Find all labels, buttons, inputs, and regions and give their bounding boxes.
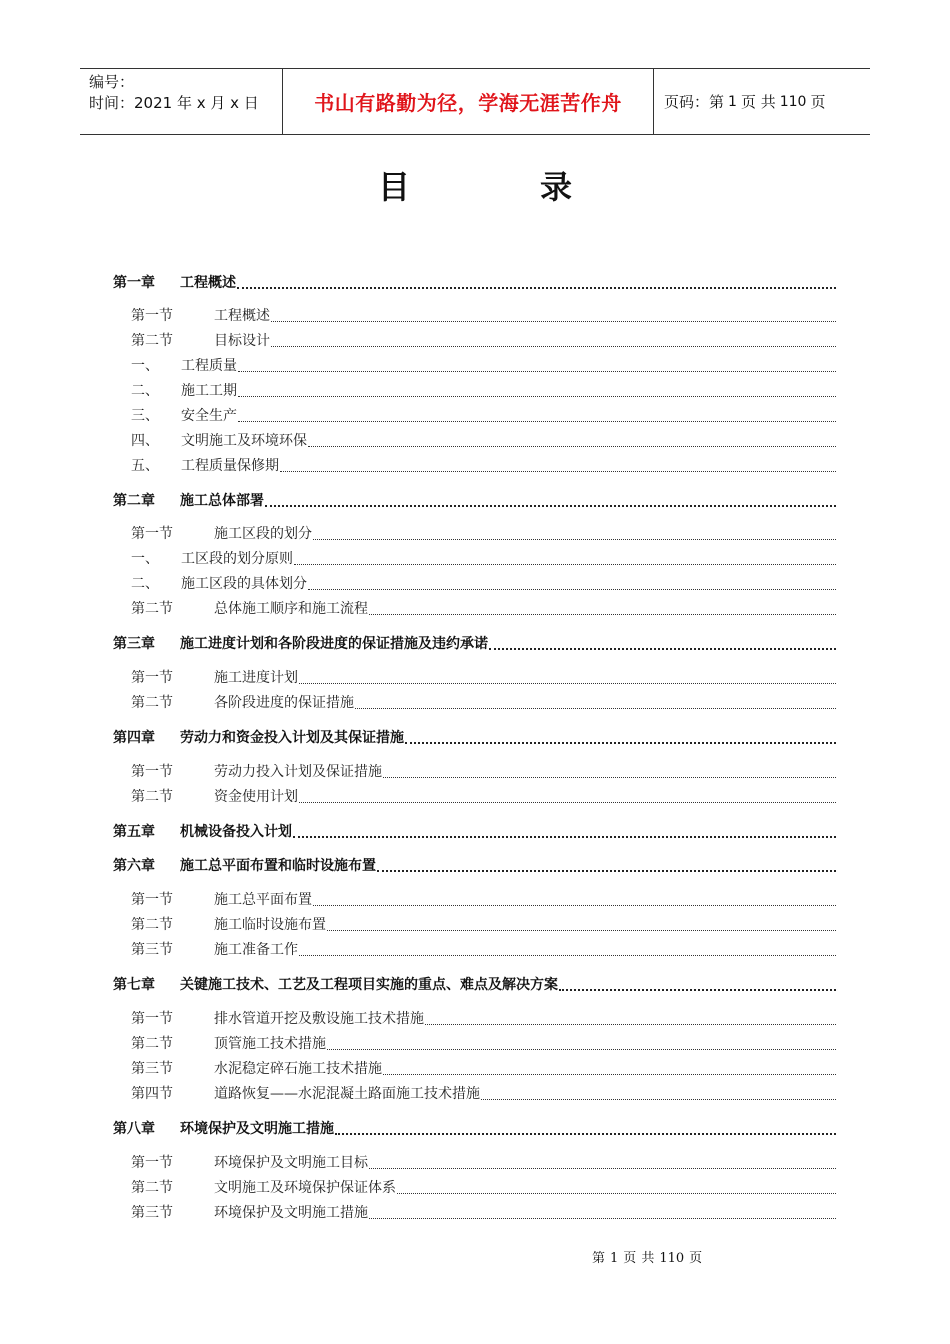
- toc-entry-label: 第二节: [131, 695, 173, 711]
- toc-entry-label: 第三节: [131, 942, 173, 958]
- toc-section-entry[interactable]: [131, 786, 836, 806]
- toc-leader-dots: [313, 905, 836, 906]
- toc-section-entry[interactable]: [131, 1083, 836, 1103]
- header-motto: 书山有路勤为径，学海无涯苦作舟: [282, 69, 654, 134]
- toc-item-entry[interactable]: [131, 405, 836, 425]
- toc-leader-dots: [327, 1049, 836, 1050]
- toc-leader-dots: [559, 989, 836, 991]
- toc-entry-label: 第四节: [131, 1086, 173, 1102]
- toc-section-entry[interactable]: [131, 1177, 836, 1197]
- toc-leader-dots: [271, 321, 836, 322]
- toc-chapter-entry[interactable]: [113, 633, 836, 653]
- toc-entry-label: 二、: [131, 576, 159, 592]
- page-footer: [592, 1247, 707, 1266]
- toc-leader-dots: [271, 346, 836, 347]
- toc-entry-text: 施工临时设施布置: [214, 917, 326, 933]
- toc-section-entry[interactable]: [131, 1152, 836, 1172]
- toc-entry-label: 第一节: [131, 892, 173, 908]
- toc-entry-label: 第四章: [113, 730, 155, 746]
- toc-chapter-entry[interactable]: [113, 727, 836, 747]
- toc-entry-text: 机械设备投入计划: [180, 824, 292, 840]
- toc-entry-label: 第一节: [131, 308, 173, 324]
- toc-entry-label: 第七章: [113, 977, 155, 993]
- toc-entry-text: 文明施工及环境保护保证体系: [214, 1180, 396, 1196]
- toc-entry-text: 施工进度计划和各阶段进度的保证措施及违约承诺: [180, 636, 488, 652]
- toc-entry-text: 施工区段的划分: [214, 526, 312, 542]
- toc-leader-dots: [369, 1218, 836, 1219]
- toc-leader-dots: [397, 1193, 836, 1194]
- toc-entry-label: 第二节: [131, 601, 173, 617]
- toc-leader-dots: [237, 287, 836, 289]
- toc-entry-label: 第一节: [131, 1155, 173, 1171]
- toc-leader-dots: [293, 836, 836, 838]
- toc-entry-label: 四、: [131, 433, 159, 449]
- page-prefix: 页码：第: [664, 93, 725, 111]
- toc-leader-dots: [313, 539, 836, 540]
- toc-leader-dots: [265, 505, 836, 507]
- toc-entry-text: 道路恢复——水泥混凝土路面施工技术措施: [214, 1086, 480, 1102]
- toc-leader-dots: [294, 564, 836, 565]
- toc-leader-dots: [335, 1133, 836, 1135]
- footer-p2: 页: [623, 1251, 637, 1266]
- toc-section-entry[interactable]: [131, 939, 836, 959]
- toc-section-entry[interactable]: [131, 1008, 836, 1028]
- toc-entry-label: 第六章: [113, 858, 155, 874]
- toc-section-entry[interactable]: [131, 692, 836, 712]
- toc-entry-text: 工区段的划分原则: [181, 551, 293, 567]
- toc-entry-label: 第二节: [131, 789, 173, 805]
- toc-entry-label: 第五章: [113, 824, 155, 840]
- toc-item-entry[interactable]: [131, 430, 836, 450]
- toc-chapter-entry[interactable]: [113, 855, 836, 875]
- toc-entry-label: 第一节: [131, 764, 173, 780]
- toc-section-entry[interactable]: [131, 1202, 836, 1222]
- title-char-1: 目: [377, 168, 410, 206]
- toc-leader-dots: [383, 777, 836, 778]
- toc-entry-label: 第八章: [113, 1121, 155, 1137]
- toc-entry-text: 水泥稳定碎石施工技术措施: [214, 1061, 382, 1077]
- toc-entry-text: 关键施工技术、工艺及工程项目实施的重点、难点及解决方案: [180, 977, 558, 993]
- page-mid: 页 共: [740, 93, 776, 111]
- toc-entry-text: 文明施工及环境环保: [181, 433, 307, 449]
- toc-entry-text: 施工总平面布置: [214, 892, 312, 908]
- toc-chapter-entry[interactable]: [113, 490, 836, 510]
- toc-leader-dots: [383, 1074, 836, 1075]
- toc-entry-label: 第一节: [131, 526, 173, 542]
- toc-item-entry[interactable]: [131, 380, 836, 400]
- toc-entry-label: 五、: [131, 458, 159, 474]
- toc-leader-dots: [299, 802, 836, 803]
- toc-item-entry[interactable]: [131, 455, 836, 475]
- toc-entry-text: 施工总体部署: [180, 493, 264, 509]
- toc-entry-text: 各阶段进度的保证措施: [214, 695, 354, 711]
- toc-entry-label: 第一章: [113, 275, 155, 291]
- toc-entry-text: 施工进度计划: [214, 670, 298, 686]
- toc-entry-text: 施工准备工作: [214, 942, 298, 958]
- toc-leader-dots: [355, 708, 836, 709]
- toc-section-entry[interactable]: [131, 667, 836, 687]
- toc-leader-dots: [489, 648, 836, 650]
- footer-p4: 页: [689, 1251, 703, 1266]
- toc-entry-label: 第三章: [113, 636, 155, 652]
- toc-entry-text: 工程概述: [214, 308, 270, 324]
- toc-section-entry[interactable]: [131, 914, 836, 934]
- toc-entry-text: 资金使用计划: [214, 789, 298, 805]
- toc-leader-dots: [299, 683, 836, 684]
- toc-leader-dots: [238, 421, 836, 422]
- toc-entry-label: 第二节: [131, 333, 173, 349]
- toc-entry-label: 第二节: [131, 917, 173, 933]
- toc-leader-dots: [377, 870, 836, 872]
- toc-entry-label: 三、: [131, 408, 159, 424]
- toc-entry-label: 第一节: [131, 670, 173, 686]
- toc-entry-text: 劳动力和资金投入计划及其保证措施: [180, 730, 404, 746]
- toc-leader-dots: [308, 589, 836, 590]
- toc-leader-dots: [238, 371, 836, 372]
- toc-entry-label: 第二节: [131, 1036, 173, 1052]
- toc-entry-text: 施工工期: [181, 383, 237, 399]
- toc-leader-dots: [280, 471, 836, 472]
- title-char-2: 录: [540, 168, 573, 206]
- toc-entry-text: 施工区段的具体划分: [181, 576, 307, 592]
- toc-entry-text: 安全生产: [181, 408, 237, 424]
- toc-entry-label: 一、: [131, 358, 159, 374]
- toc-entry-text: 劳动力投入计划及保证措施: [214, 764, 382, 780]
- footer-total: 110: [659, 1251, 685, 1266]
- toc-entry-text: 工程质量: [181, 358, 237, 374]
- page-suffix: 页: [810, 93, 826, 111]
- toc-leader-dots: [405, 742, 836, 744]
- toc-entry-text: 环境保护及文明施工目标: [214, 1155, 368, 1171]
- toc-leader-dots: [425, 1024, 836, 1025]
- toc-entry-text: 工程概述: [180, 275, 236, 291]
- toc-leader-dots: [369, 1168, 836, 1169]
- toc-entry-label: 第三节: [131, 1061, 173, 1077]
- toc-section-entry[interactable]: [131, 1058, 836, 1078]
- toc-item-entry[interactable]: [131, 355, 836, 375]
- toc-section-entry[interactable]: [131, 598, 836, 618]
- toc-leader-dots: [238, 396, 836, 397]
- toc-section-entry[interactable]: [131, 761, 836, 781]
- toc-entry-label: 第二节: [131, 1180, 173, 1196]
- toc-entry-text: 环境保护及文明施工措施: [180, 1121, 334, 1137]
- toc-chapter-entry[interactable]: [113, 974, 836, 994]
- toc-section-entry[interactable]: [131, 1033, 836, 1053]
- toc-entry-text: 环境保护及文明施工措施: [214, 1205, 368, 1221]
- toc-chapter-entry[interactable]: [113, 1118, 836, 1138]
- toc-leader-dots: [369, 614, 836, 615]
- toc-section-entry[interactable]: [131, 523, 836, 543]
- toc-leader-dots: [308, 446, 836, 447]
- toc-entry-text: 工程质量保修期: [181, 458, 279, 474]
- toc-item-entry[interactable]: [131, 548, 836, 568]
- toc-leader-dots: [481, 1099, 836, 1100]
- document-number-label: 编号：: [89, 73, 135, 91]
- toc-chapter-entry[interactable]: [113, 821, 836, 841]
- toc-entry-label: 一、: [131, 551, 159, 567]
- footer-p3: 共: [641, 1251, 655, 1266]
- toc-item-entry[interactable]: [131, 573, 836, 593]
- toc-leader-dots: [327, 930, 836, 931]
- document-time-label: 时间：2021 年 x 月 x 日: [89, 94, 259, 112]
- toc-entry-text: 排水管道开挖及敷设施工技术措施: [214, 1011, 424, 1027]
- toc-section-entry[interactable]: [131, 330, 836, 350]
- toc-entry-label: 第二章: [113, 493, 155, 509]
- toc-section-entry[interactable]: [131, 889, 836, 909]
- toc-entry-label: 第三节: [131, 1205, 173, 1221]
- toc-entry-label: 第一节: [131, 1011, 173, 1027]
- toc-leader-dots: [299, 955, 836, 956]
- footer-p1: 第: [592, 1251, 606, 1266]
- toc-entry-text: 目标设计: [214, 333, 270, 349]
- page-current: 1: [728, 93, 737, 110]
- toc-entry-text: 顶管施工技术措施: [214, 1036, 326, 1052]
- toc-section-entry[interactable]: [131, 305, 836, 325]
- page-total: 110: [779, 93, 807, 110]
- toc-chapter-entry[interactable]: [113, 272, 836, 292]
- toc-entry-label: 二、: [131, 383, 159, 399]
- toc-entry-text: 总体施工顺序和施工流程: [214, 601, 368, 617]
- toc-entry-text: 施工总平面布置和临时设施布置: [180, 858, 376, 874]
- footer-current: 1: [610, 1251, 619, 1266]
